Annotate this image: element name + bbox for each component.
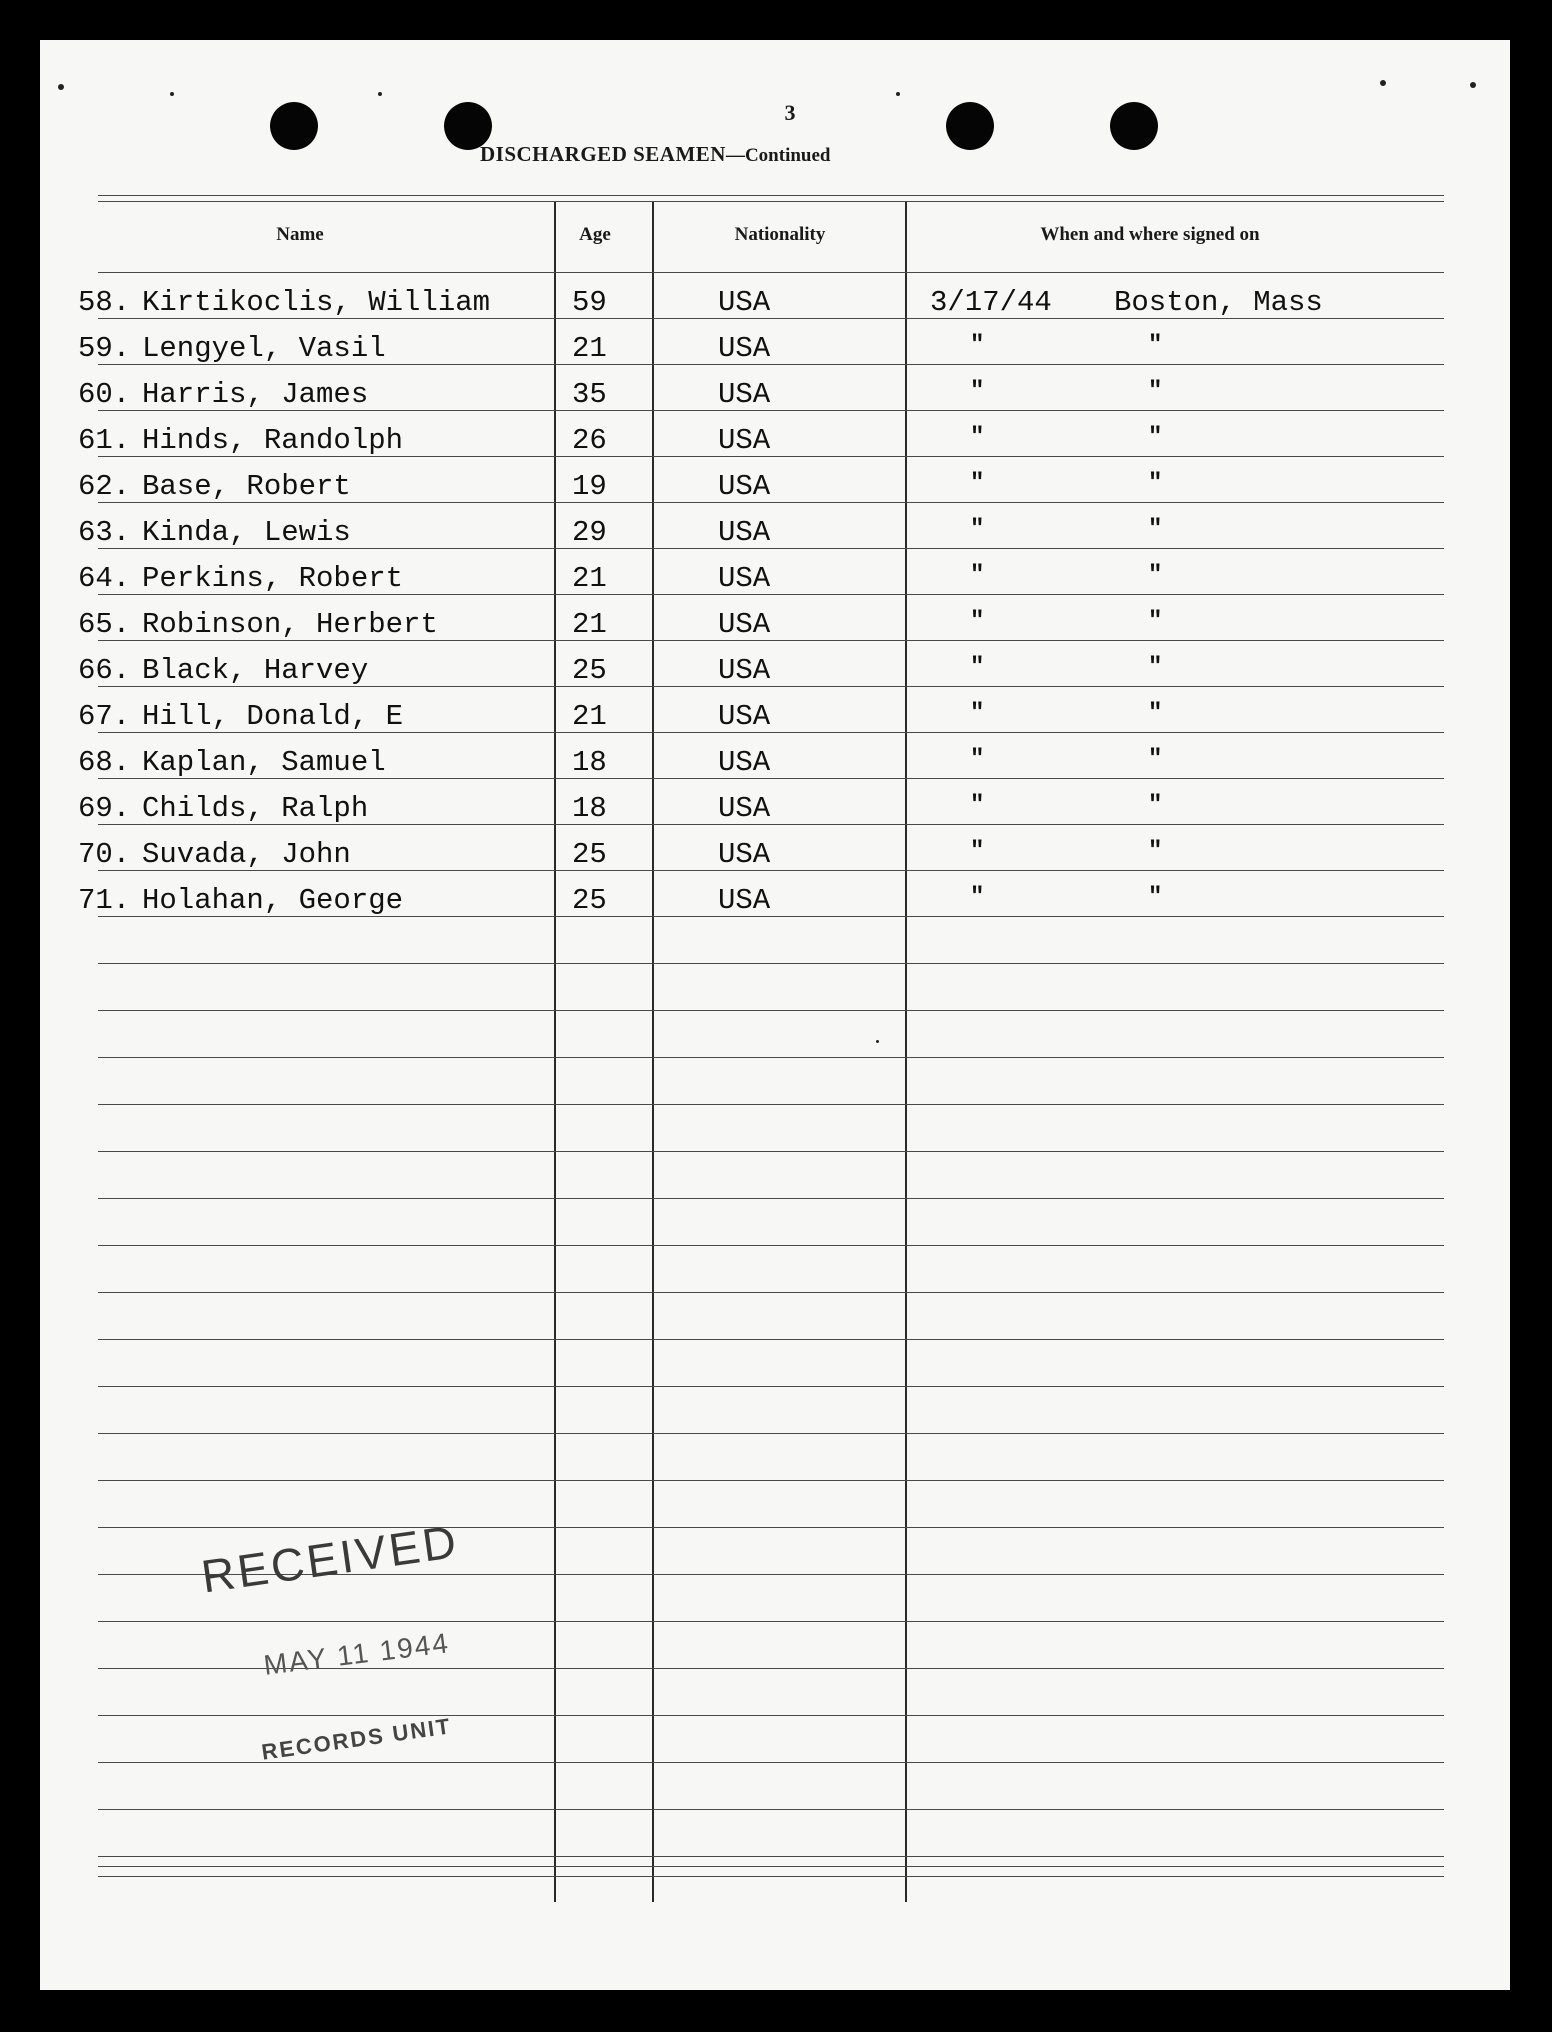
- ruled-line: [98, 272, 1444, 273]
- signed-on-place: ": [1148, 746, 1163, 773]
- received-stamp-date: MAY 11 1944: [262, 1627, 452, 1681]
- seaman-name: Suvada, John: [142, 838, 351, 871]
- seaman-name: Robinson, Herbert: [142, 608, 438, 641]
- signed-on-date: ": [970, 792, 985, 819]
- ruled-line: [98, 1245, 1444, 1246]
- document-page: [40, 40, 1510, 1990]
- seaman-nationality: USA: [718, 286, 771, 319]
- ruled-line: [98, 1621, 1444, 1622]
- ruled-line: [98, 1057, 1444, 1058]
- ruled-line: [98, 1198, 1444, 1199]
- signed-on-date: ": [970, 332, 985, 359]
- ruled-line: [98, 1480, 1444, 1481]
- page-number: 3: [784, 100, 796, 125]
- ruled-line: [98, 1010, 1444, 1011]
- ruled-line: [98, 1856, 1444, 1857]
- row-number: 71.: [78, 884, 131, 917]
- signed-on-date: ": [970, 424, 985, 451]
- row-number: 70.: [78, 838, 131, 871]
- row-number: 66.: [78, 654, 131, 687]
- signed-on-date: 3/17/44: [930, 286, 1052, 319]
- row-number: 59.: [78, 332, 131, 365]
- received-stamp-unit: RECORDS UNIT: [260, 1713, 454, 1765]
- seaman-name: Kirtikoclis, William: [142, 286, 491, 319]
- signed-on-date: ": [970, 516, 985, 543]
- seaman-nationality: USA: [718, 884, 771, 917]
- seaman-age: 19: [572, 470, 607, 503]
- signed-on-date: ": [970, 884, 985, 911]
- column-header-age: Age: [579, 224, 611, 245]
- seaman-age: 25: [572, 838, 607, 871]
- seaman-age: 21: [572, 332, 607, 365]
- speck: [1470, 82, 1476, 88]
- seaman-nationality: USA: [718, 608, 771, 641]
- seaman-nationality: USA: [718, 332, 771, 365]
- seaman-nationality: USA: [718, 424, 771, 457]
- speck: [170, 92, 174, 96]
- seaman-nationality: USA: [718, 562, 771, 595]
- row-number: 62.: [78, 470, 131, 503]
- seaman-name: Black, Harvey: [142, 654, 369, 687]
- header-rule: [98, 201, 1444, 202]
- ruled-line: [98, 1292, 1444, 1293]
- signed-on-date: ": [970, 654, 985, 681]
- speck: [896, 92, 900, 96]
- column-divider: [554, 202, 556, 1902]
- row-number: 60.: [78, 378, 131, 411]
- signed-on-place: ": [1148, 562, 1163, 589]
- signed-on-place: ": [1148, 608, 1163, 635]
- ruled-line: [98, 1527, 1444, 1528]
- speck: [58, 84, 64, 90]
- column-header-nationality: Nationality: [734, 224, 826, 245]
- signed-on-place: ": [1148, 470, 1163, 497]
- ruled-line: [98, 1876, 1444, 1877]
- seaman-age: 18: [572, 792, 607, 825]
- ruled-line: [98, 1339, 1444, 1340]
- seaman-name: Perkins, Robert: [142, 562, 404, 595]
- seaman-age: 25: [572, 884, 607, 917]
- seaman-nationality: USA: [718, 700, 771, 733]
- row-number: 61.: [78, 424, 131, 457]
- ruled-line: [98, 1386, 1444, 1387]
- seaman-name: Base, Robert: [142, 470, 351, 503]
- seaman-nationality: USA: [718, 654, 771, 687]
- signed-on-place: ": [1148, 792, 1163, 819]
- signed-on-place: ": [1148, 838, 1163, 865]
- column-divider: [652, 202, 654, 1902]
- signed-on-date: ": [970, 838, 985, 865]
- signed-on-place: ": [1148, 424, 1163, 451]
- punch-hole: [1110, 102, 1158, 150]
- seaman-age: 18: [572, 746, 607, 779]
- seaman-name: Holahan, George: [142, 884, 404, 917]
- seaman-age: 21: [572, 700, 607, 733]
- seaman-name: Harris, James: [142, 378, 369, 411]
- seaman-nationality: USA: [718, 792, 771, 825]
- signed-on-date: ": [970, 608, 985, 635]
- ruled-line: [98, 1866, 1444, 1867]
- ruled-line: [98, 1433, 1444, 1434]
- ruled-line: [98, 963, 1444, 964]
- ruled-line: [98, 1762, 1444, 1763]
- row-number: 65.: [78, 608, 131, 641]
- speck: [1380, 80, 1386, 86]
- page-title-main: DISCHARGED SEAMEN: [480, 142, 726, 166]
- row-number: 63.: [78, 516, 131, 549]
- seaman-nationality: USA: [718, 470, 771, 503]
- ruled-line: [98, 1151, 1444, 1152]
- seaman-name: Lengyel, Vasil: [142, 332, 386, 365]
- page-title: [480, 142, 1080, 167]
- seaman-name: Hill, Donald, E: [142, 700, 404, 733]
- seaman-name: Childs, Ralph: [142, 792, 369, 825]
- row-number: 58.: [78, 286, 131, 319]
- signed-on-date: ": [970, 470, 985, 497]
- row-number: 67.: [78, 700, 131, 733]
- column-header-name: Name: [276, 224, 324, 245]
- seaman-age: 21: [572, 608, 607, 641]
- ruled-line: [98, 1104, 1444, 1105]
- row-number: 64.: [78, 562, 131, 595]
- signed-on-place: ": [1148, 378, 1163, 405]
- signed-on-date: ": [970, 562, 985, 589]
- signed-on-place: ": [1148, 516, 1163, 543]
- seaman-age: 21: [572, 562, 607, 595]
- signed-on-place: Boston, Mass: [1114, 286, 1323, 319]
- punch-hole: [270, 102, 318, 150]
- signed-on-date: ": [970, 378, 985, 405]
- signed-on-date: ": [970, 700, 985, 727]
- seaman-age: 25: [572, 654, 607, 687]
- received-stamp: RECEIVED: [198, 1514, 463, 1603]
- column-divider: [905, 202, 907, 1902]
- signed-on-place: ": [1148, 654, 1163, 681]
- signed-on-place: ": [1148, 700, 1163, 727]
- signed-on-date: ": [970, 746, 985, 773]
- seaman-age: 59: [572, 286, 607, 319]
- ruled-line: [98, 1809, 1444, 1810]
- seaman-nationality: USA: [718, 516, 771, 549]
- seaman-name: Hinds, Randolph: [142, 424, 404, 457]
- ruled-line: [98, 1715, 1444, 1716]
- column-header-signed-on: When and where signed on: [1040, 224, 1260, 245]
- seaman-nationality: USA: [718, 746, 771, 779]
- row-number: 68.: [78, 746, 131, 779]
- row-number: 69.: [78, 792, 131, 825]
- signed-on-place: ": [1148, 332, 1163, 359]
- signed-on-place: ": [1148, 884, 1163, 911]
- seaman-name: Kinda, Lewis: [142, 516, 351, 549]
- speck: [378, 92, 382, 96]
- seaman-age: 35: [572, 378, 607, 411]
- header-rule: [98, 195, 1444, 196]
- page-title-suffix: —Continued: [725, 145, 831, 166]
- speck: [876, 1040, 879, 1043]
- seaman-nationality: USA: [718, 378, 771, 411]
- seaman-nationality: USA: [718, 838, 771, 871]
- seaman-age: 26: [572, 424, 607, 457]
- seaman-age: 29: [572, 516, 607, 549]
- seaman-name: Kaplan, Samuel: [142, 746, 386, 779]
